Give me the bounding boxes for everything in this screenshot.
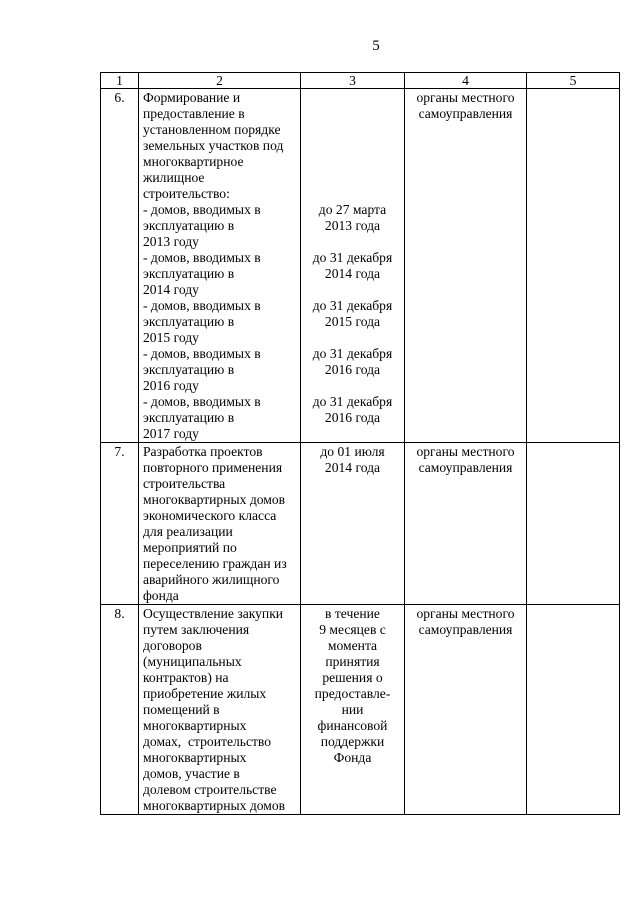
activity-line: домах, строительство — [143, 734, 272, 749]
responsible-line: самоуправления — [418, 622, 513, 637]
sub-item-line: 2014 году — [143, 282, 199, 297]
activity-cell — [139, 443, 301, 605]
deadline-line: принятия — [325, 654, 380, 669]
deadline-line: 2013 года — [324, 218, 381, 233]
responsible-line: органы местного — [416, 444, 515, 459]
activity-line: многоквартирных — [143, 718, 247, 733]
header-cell-3: 3 — [301, 73, 405, 89]
responsible-cell — [405, 443, 527, 605]
activity-line: многоквартирных домов — [143, 492, 286, 507]
note-cell — [527, 89, 620, 443]
deadline-line: решения о — [322, 670, 383, 685]
header-cell-2: 2 — [139, 73, 301, 89]
deadline — [305, 202, 400, 234]
activity-line: многоквартирное — [143, 154, 244, 169]
deadline-spacer — [305, 90, 400, 202]
sub-item-line: 2016 году — [143, 378, 199, 393]
sub-item-line: эксплуатацию в — [143, 362, 235, 377]
sub-item — [143, 394, 296, 442]
responsible-line: органы местного — [416, 606, 515, 621]
activity-line: повторного применения — [143, 460, 283, 475]
deadline-line: до 27 марта — [318, 202, 387, 217]
deadline-line: финансовой — [317, 718, 388, 733]
activity-line: помещений в — [143, 702, 220, 717]
table-row — [101, 443, 620, 605]
deadline-line: до 31 декабря — [312, 394, 393, 409]
responsible-line: самоуправления — [418, 106, 513, 121]
deadline — [305, 394, 400, 426]
activities-table — [100, 72, 620, 815]
sub-item-line: эксплуатацию в — [143, 410, 235, 425]
page-number: 5 — [372, 38, 380, 54]
deadline-line: до 01 июля — [320, 444, 385, 459]
deadline-line: до 31 декабря — [312, 250, 393, 265]
deadline-line: Фонда — [333, 750, 372, 765]
sub-item — [143, 346, 296, 394]
activity-line: аварийного жилищного — [143, 572, 280, 587]
sub-item-line: - домов, вводимых в — [143, 202, 261, 217]
deadline-cell — [301, 443, 405, 605]
row-number: 7. — [101, 443, 139, 605]
responsible-cell — [405, 89, 527, 443]
table-header-row — [101, 73, 620, 89]
activity-line: строительства — [143, 476, 226, 491]
activity-line: земельных участков под — [143, 138, 284, 153]
sub-item-line: 2013 году — [143, 234, 199, 249]
sub-item-line: 2015 году — [143, 330, 199, 345]
sub-item — [143, 250, 296, 298]
deadline-line: 2014 года — [324, 460, 381, 475]
activity-line: мероприятий по — [143, 540, 237, 555]
deadline-cell — [301, 89, 405, 443]
row-number: 6. — [101, 89, 139, 443]
deadline-line: до 31 декабря — [312, 346, 393, 361]
deadline-line: 9 месяцев с — [319, 622, 386, 637]
activity-line: путем заключения — [143, 622, 250, 637]
activity-line: установленном порядке — [143, 122, 281, 137]
activity-cell — [139, 605, 301, 815]
deadline-line: нии — [341, 702, 364, 717]
activity-line: экономического класса — [143, 508, 277, 523]
sub-item — [143, 202, 296, 250]
header-cell-1: 1 — [101, 73, 139, 89]
note-cell — [527, 605, 620, 815]
sub-item-line: - домов, вводимых в — [143, 298, 261, 313]
activity-line: жилищное — [143, 170, 205, 185]
deadline-line: в течение — [325, 606, 380, 621]
sub-item-line: 2017 году — [143, 426, 199, 441]
activity-line: договоров — [143, 638, 202, 653]
deadline-line: момента — [327, 638, 378, 653]
row-number: 8. — [101, 605, 139, 815]
deadline-line: до 31 декабря — [312, 298, 393, 313]
activity-line: переселению граждан из — [143, 556, 287, 571]
sub-item-line: - домов, вводимых в — [143, 250, 261, 265]
sub-item-line: - домов, вводимых в — [143, 346, 261, 361]
activity-line: предоставление в — [143, 106, 245, 121]
activity-line: приобретение жилых — [143, 686, 267, 701]
activity-line: Осуществление закупки — [143, 606, 284, 621]
activity-line: строительство: — [143, 186, 230, 201]
sub-item-line: эксплуатацию в — [143, 266, 235, 281]
deadline-line: предоставле- — [314, 686, 391, 701]
table-row — [101, 89, 620, 443]
activity-line: Разработка проектов — [143, 444, 263, 459]
header-cell-5: 5 — [527, 73, 620, 89]
deadline — [305, 298, 400, 330]
deadline-line: 2016 года — [324, 410, 381, 425]
deadline — [305, 250, 400, 282]
activity-line: контрактов) на — [143, 670, 229, 685]
note-cell — [527, 443, 620, 605]
table-row — [101, 605, 620, 815]
responsible-line: самоуправления — [418, 460, 513, 475]
activity-cell — [139, 89, 301, 443]
deadline-cell — [301, 605, 405, 815]
sub-item-line: - домов, вводимых в — [143, 394, 261, 409]
deadline-line: 2016 года — [324, 362, 381, 377]
sub-item-line: эксплуатацию в — [143, 314, 235, 329]
deadline — [305, 346, 400, 378]
activity-line: Формирование и — [143, 90, 241, 105]
deadline-line: 2014 года — [324, 266, 381, 281]
activity-line: фонда — [143, 588, 179, 603]
deadline-line: 2015 года — [324, 314, 381, 329]
activity-line: для реализации — [143, 524, 233, 539]
activity-line: домов, участие в — [143, 766, 240, 781]
activity-line: многоквартирных — [143, 750, 247, 765]
sub-item — [143, 298, 296, 346]
header-cell-4: 4 — [405, 73, 527, 89]
activity-line: многоквартирных домов — [143, 798, 286, 813]
activity-line: долевом строительстве — [143, 782, 277, 797]
responsible-cell — [405, 605, 527, 815]
responsible-line: органы местного — [416, 90, 515, 105]
sub-item-line: эксплуатацию в — [143, 218, 235, 233]
activity-line: (муниципальных — [143, 654, 242, 669]
deadline-line: поддержки — [320, 734, 385, 749]
